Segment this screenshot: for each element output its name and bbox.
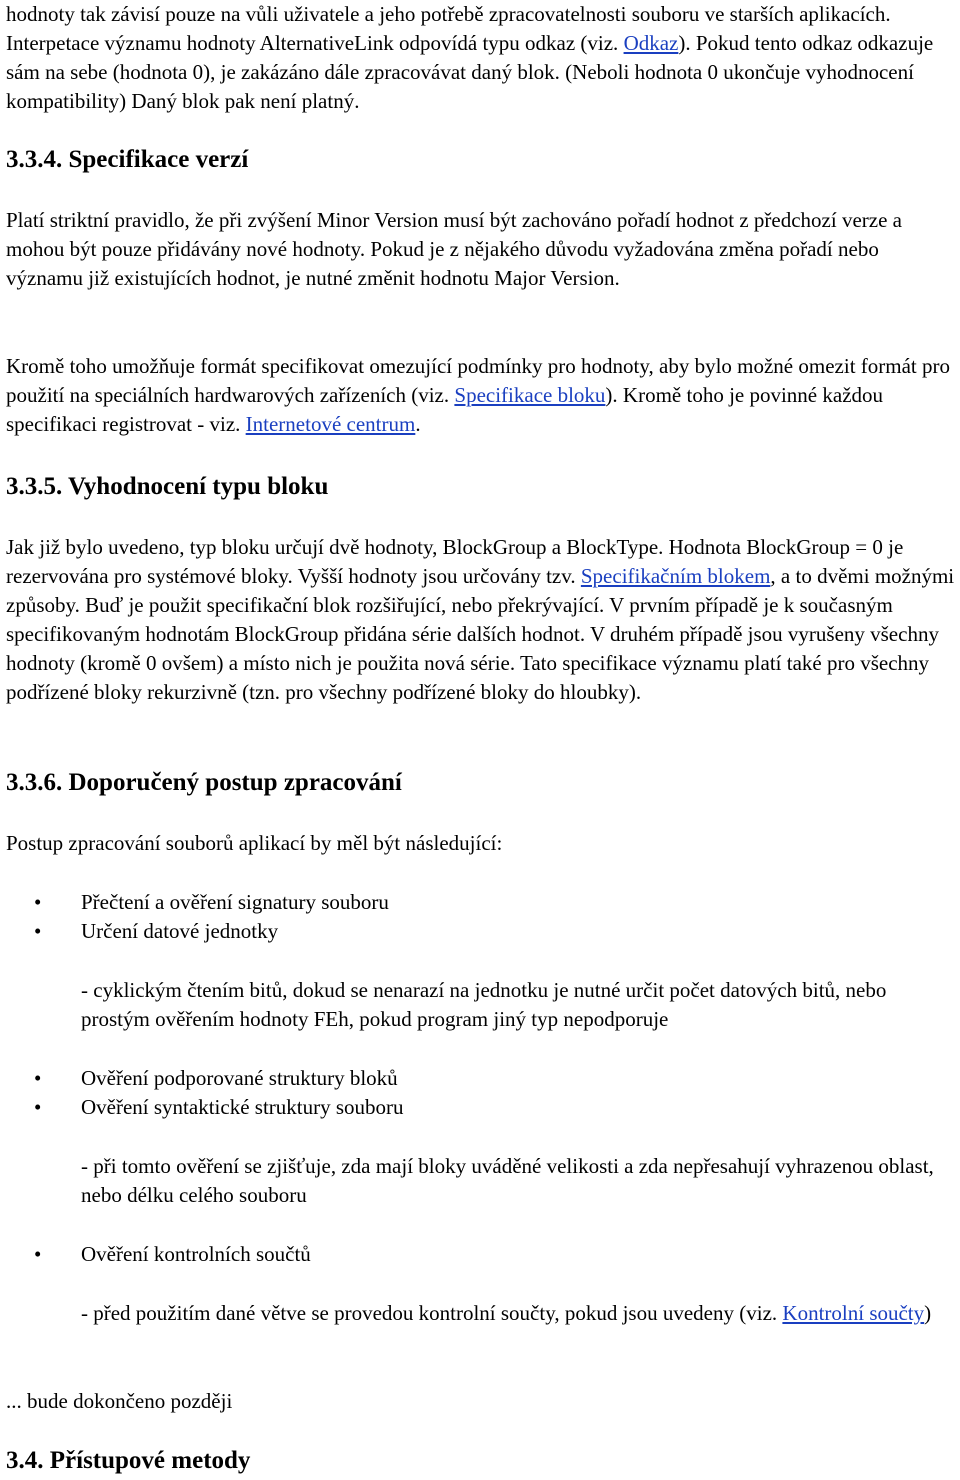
intro-text-2: ). Pokud tento odkaz odkazuje sám na sebe (hodnota 0), je zakázáno dále zpracovávat daný blok. (Neboli hodnota 0 ukončuje vyhodnocení kompatibility) Daný blok pak není platný. [6,31,934,113]
specifikacnim-blokem-link[interactable]: Specifikačním blokem [580,564,771,588]
section-334-paragraph-1: Platí striktní pravidlo, že při zvýšení Minor Version musí být zachováno pořadí hodnot z předchozí verze a mohou být pouze přidávány nové hodnoty. Pokud je z nějakého důvodu vyžadována změna pořadí nebo významu již existujících hodnot, je nutné změnit hodnotu Major Version. [6,208,902,290]
bullet-icon: • [34,1242,42,1266]
internetove-centrum-link[interactable]: Internetové centrum [245,412,416,436]
bullet-icon: • [34,1066,42,1090]
section-335-text-1: Jak již bylo uvedeno, typ bloku určují dvě hodnoty, BlockGroup a BlockType. Hodnota BlockGroup = 0 je rezervována pro systémové bloky. Vyšší hodnoty jsou určovány tzv. [6,535,904,588]
kontrolni-soucty-link[interactable]: Kontrolní součty [782,1301,925,1325]
list-item: Ověření kontrolních součtů [81,1242,311,1266]
closing-text: ... bude dokončeno později [6,1389,233,1413]
bullet-icon: • [34,1095,42,1119]
list-item: Určení datové jednotky [81,919,279,943]
list-item-note: - cyklickým čtením bitů, dokud se nenarazí na jednotku je nutné určit počet datových bitů, nebo prostým ověřením hodnoty FEh, pokud program jiný typ nepodporuje [81,978,887,1031]
specifikace-bloku-link[interactable]: Specifikace bloku [454,383,606,407]
section-34-heading: 3.4. Přístupové metody [6,1447,251,1474]
note3-text-2: ) [924,1301,932,1325]
bullet-icon: • [34,919,42,943]
list-item: Přečtení a ověření signatury souboru [81,890,389,914]
section-335-paragraph [6,533,956,707]
list-item-note: - při tomto ověření se zjišťuje, zda mají bloky uváděné velikosti a zda nepřesahují vyhrazenou oblast, nebo délku celého souboru [81,1154,934,1207]
list-item-note [81,1299,951,1328]
section-336-intro: Postup zpracování souborů aplikací by měl být následující: [6,831,503,855]
section-334-paragraph-2 [6,352,956,439]
odkaz-link[interactable]: Odkaz [623,31,679,55]
note3-text-1: - před použitím dané větve se provedou kontrolní součty, pokud jsou uvedeny (viz. [81,1301,783,1325]
bullet-icon: • [34,890,42,914]
list-item: Ověření podporované struktury bloků [81,1066,398,1090]
section-335-text-2: , a to dvěmi možnými způsoby. Buď je použit specifikační blok rozšiřující, nebo překrývající. V prvním případě je k současným specifikovaným hodnotám BlockGroup přidána série dalších hodnot. V druhém případě jsou vyrušeny všechny hodnoty (kromě 0 ovšem) a místo nich je použita nová série. Tato specifikace významu platí také pro všechny podřízené bloky rekurzivně (tzn. pro všechny podřízené bloky do hloubky). [6,564,955,704]
section-335-heading: 3.3.5. Vyhodnocení typu bloku [6,473,329,500]
section-334-p2-text-3: . [415,412,421,436]
section-334-heading: 3.3.4. Specifikace verzí [6,146,249,173]
section-334-p2-text-2: ). Kromě toho je povinné každou specifikaci registrovat - viz. [6,383,884,436]
list-item: Ověření syntaktické struktury souboru [81,1095,404,1119]
section-336-heading: 3.3.6. Doporučený postup zpracování [6,769,402,796]
intro-paragraph [6,0,956,116]
section-334-p2-text-1: Kromě toho umožňuje formát specifikovat omezující podmínky pro hodnoty, aby bylo možné omezit formát pro použití na speciálních hardwarových zařízeních (viz. [6,354,950,407]
intro-text-1: hodnoty tak závisí pouze na vůli uživatele a jeho potřebě zpracovatelnosti souboru ve starších aplikacích. Interpetace významu hodnoty AlternativeLink odpovídá typu odkaz (viz. [6,2,891,55]
